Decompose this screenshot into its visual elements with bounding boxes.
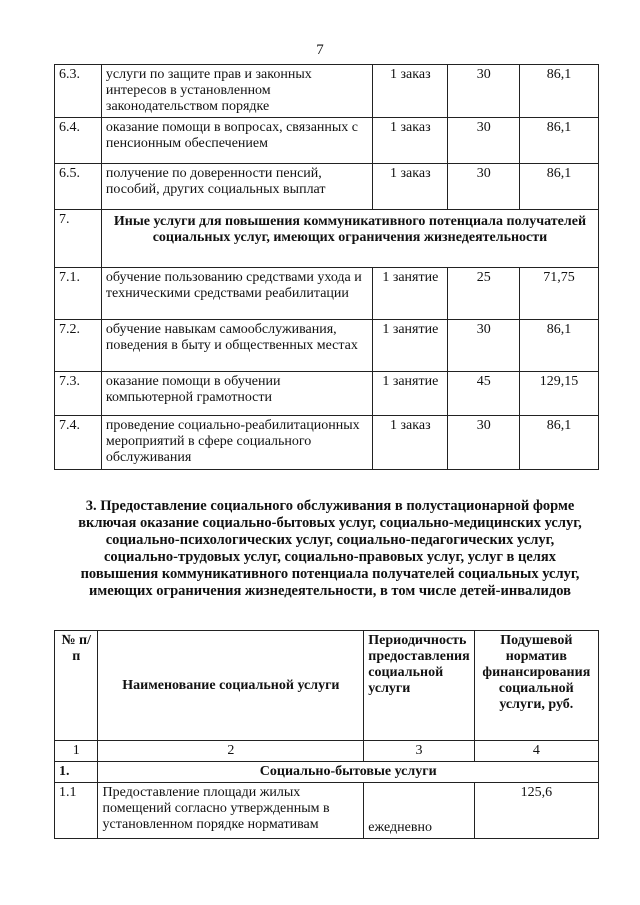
service-name: получение по доверенности пенсий, пособий, других социальных выплат bbox=[101, 164, 372, 210]
table-row bbox=[55, 268, 599, 320]
service-name: Предоставление площади жилых помещений согласно утвержденным в установленном порядке нормативам bbox=[98, 783, 364, 839]
service-price: 71,75 bbox=[520, 268, 599, 320]
service-name: оказание помощи в вопросах, связанных с пенсионным обеспечением bbox=[101, 118, 372, 164]
table-row bbox=[55, 416, 599, 470]
service-unit: 1 заказ bbox=[373, 164, 448, 210]
row-number: 1.1 bbox=[55, 783, 98, 839]
service-price: 86,1 bbox=[520, 164, 599, 210]
row-number: 6.5. bbox=[55, 164, 102, 210]
service-period: ежедневно bbox=[364, 783, 474, 839]
header-norm: Подушевой норматив финансирования социальной услуги, руб. bbox=[474, 631, 598, 741]
service-price: 86,1 bbox=[520, 65, 599, 118]
service-unit: 1 занятие bbox=[373, 372, 448, 416]
header-num: № п/п bbox=[55, 631, 98, 741]
page-number: 7 bbox=[316, 42, 324, 58]
index-cell: 3 bbox=[364, 741, 474, 762]
section-row bbox=[55, 762, 599, 783]
service-name: проведение социально-реабилитационных мероприятий в сфере социального обслуживания bbox=[101, 416, 372, 470]
service-time: 30 bbox=[448, 164, 520, 210]
service-time: 45 bbox=[448, 372, 520, 416]
table-row bbox=[55, 65, 599, 118]
header-name: Наименование социальной услуги bbox=[98, 631, 364, 741]
service-price: 86,1 bbox=[520, 416, 599, 470]
service-unit: 1 заказ bbox=[373, 416, 448, 470]
table-row bbox=[55, 164, 599, 210]
service-price: 129,15 bbox=[520, 372, 599, 416]
index-cell: 2 bbox=[98, 741, 364, 762]
section-title: Иные услуги для повышения коммуникативного потенциала получателей социальных услуг, имеющих ограничения жизнедеятельности bbox=[101, 210, 598, 268]
service-name: обучение пользованию средствами ухода и техническими средствами реабилитации bbox=[101, 268, 372, 320]
services-table-continued bbox=[54, 64, 599, 470]
service-time: 30 bbox=[448, 320, 520, 372]
section-number: 1. bbox=[55, 762, 98, 783]
row-number: 6.4. bbox=[55, 118, 102, 164]
service-time: 25 bbox=[448, 268, 520, 320]
service-name: оказание помощи в обучении компьютерной грамотности bbox=[101, 372, 372, 416]
row-number: 7.4. bbox=[55, 416, 102, 470]
service-name: услуги по защите прав и законных интересов в установленном законодательством порядке bbox=[101, 65, 372, 118]
row-number: 7.2. bbox=[55, 320, 102, 372]
section-number: 7. bbox=[55, 210, 102, 268]
service-time: 30 bbox=[448, 416, 520, 470]
table-row bbox=[55, 372, 599, 416]
table-row bbox=[55, 320, 599, 372]
table-row bbox=[55, 118, 599, 164]
table-row bbox=[55, 783, 599, 839]
index-cell: 1 bbox=[55, 741, 98, 762]
service-time: 30 bbox=[448, 118, 520, 164]
section-3-heading: 3. Предоставление социального обслуживания в полустационарной форме включая оказание социально-бытовых услуг, социально-медицинских услуг, социально-психологических услуг, социально-педагогических услуг, социально-трудовых услуг, социально-правовых услуг, услуг в целях повышения коммуникативного потенциала получателей социальных услуг, имеющих ограничения жизнедеятельности, в том числе детей-инвалидов bbox=[78, 498, 582, 599]
service-unit: 1 занятие bbox=[373, 320, 448, 372]
index-cell: 4 bbox=[474, 741, 598, 762]
header-period: Периодичность предоставления социальной услуги bbox=[364, 631, 474, 741]
row-number: 7.3. bbox=[55, 372, 102, 416]
service-time: 30 bbox=[448, 65, 520, 118]
service-unit: 1 занятие bbox=[373, 268, 448, 320]
service-unit: 1 заказ bbox=[373, 118, 448, 164]
header-row bbox=[55, 631, 599, 741]
service-name: обучение навыкам самообслуживания, поведения в быту и общественных местах bbox=[101, 320, 372, 372]
tariff-table bbox=[54, 630, 599, 839]
row-number: 7.1. bbox=[55, 268, 102, 320]
section-title: Социально-бытовые услуги bbox=[98, 762, 599, 783]
service-price: 86,1 bbox=[520, 118, 599, 164]
index-row bbox=[55, 741, 599, 762]
section-row bbox=[55, 210, 599, 268]
row-number: 6.3. bbox=[55, 65, 102, 118]
service-norm: 125,6 bbox=[474, 783, 598, 839]
service-unit: 1 заказ bbox=[373, 65, 448, 118]
service-price: 86,1 bbox=[520, 320, 599, 372]
